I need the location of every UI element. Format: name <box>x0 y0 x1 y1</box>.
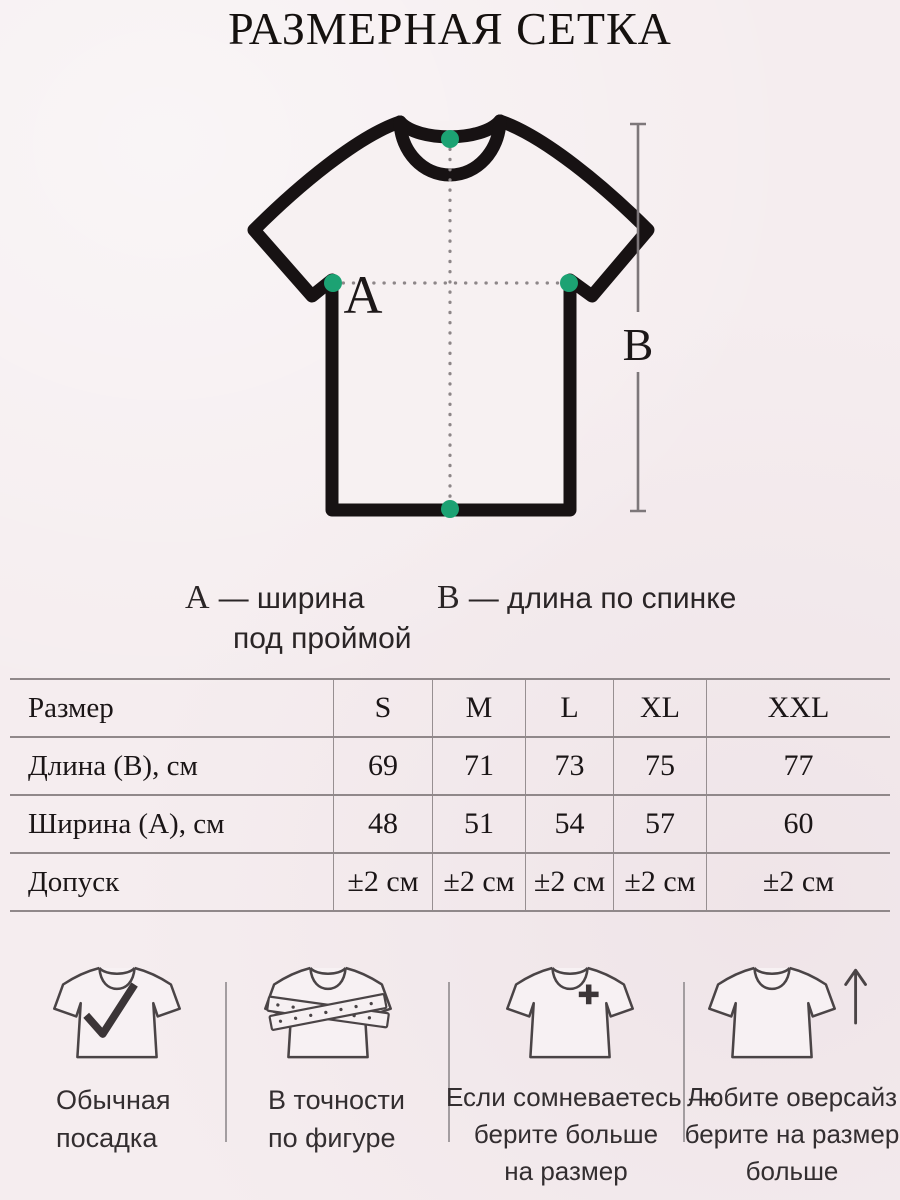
caption-line: Если сомневаетесь — <box>446 1082 715 1112</box>
page-title: РАЗМЕРНАЯ СЕТКА <box>228 3 672 54</box>
right-armpit-point <box>560 274 578 292</box>
measure-label-a: A <box>343 265 383 325</box>
size-table <box>10 678 890 912</box>
caption-line: больше <box>745 1156 839 1186</box>
row-label: Ширина (A), см <box>28 807 225 840</box>
row-label: Допуск <box>28 865 120 898</box>
fit-caption-regular <box>56 1081 171 1157</box>
size-header-m: M <box>432 680 525 736</box>
divider <box>225 982 227 1142</box>
table-cell: 71 <box>432 738 525 794</box>
table-cell: 69 <box>333 738 432 794</box>
caption-line: берите больше <box>473 1119 659 1149</box>
legend-width-line2: под проймой <box>233 622 412 655</box>
table-cell: 48 <box>333 796 432 852</box>
length-ruler-line <box>630 124 646 511</box>
table-cell: ±2 см <box>432 854 525 910</box>
table-row-length <box>10 736 890 794</box>
table-row-width <box>10 794 890 852</box>
table-cell: 57 <box>613 796 706 852</box>
legend-width-line1 <box>185 578 412 619</box>
legend-letter-a: A <box>185 579 210 616</box>
legend-width-text: — ширина <box>218 582 365 615</box>
tee-measuring-tape-icon <box>262 957 394 1067</box>
tee-plus-icon <box>504 957 636 1067</box>
size-header-l: L <box>525 680 613 736</box>
caption-line: В точности <box>268 1085 405 1115</box>
table-cell: ±2 см <box>706 854 890 910</box>
fit-caption-oversize <box>682 1079 900 1190</box>
caption-line: посадка <box>56 1123 158 1153</box>
table-cell: 77 <box>706 738 890 794</box>
table-cell: ±2 см <box>333 854 432 910</box>
table-cell: 60 <box>706 796 890 852</box>
caption-line: на размер <box>504 1156 628 1186</box>
row-label: Длина (B), см <box>28 749 198 782</box>
caption-line: Обычная <box>56 1085 171 1115</box>
table-cell: 51 <box>432 796 525 852</box>
left-armpit-point <box>324 274 342 292</box>
fit-caption-size-up <box>446 1079 715 1190</box>
size-column-header: Размер <box>28 691 114 724</box>
table-cell: 75 <box>613 738 706 794</box>
fit-caption-true-to-size <box>268 1081 405 1157</box>
caption-line: Любите оверсайз <box>686 1082 898 1112</box>
tee-check-icon <box>51 957 183 1067</box>
legend-length-text: — длина по спинке <box>468 582 737 615</box>
size-header-xxl: XXL <box>706 680 890 736</box>
caption-line: по фигуре <box>268 1123 396 1153</box>
tee-oversize-arrow-icon <box>706 957 871 1067</box>
table-cell: 54 <box>525 796 613 852</box>
table-cell: ±2 см <box>525 854 613 910</box>
legend-length <box>437 578 736 619</box>
tshirt-measurement-diagram <box>240 100 660 520</box>
up-arrow <box>846 970 866 1023</box>
caption-line: берите на размер <box>684 1119 900 1149</box>
hem-point <box>441 500 459 518</box>
size-header-xl: XL <box>613 680 706 736</box>
table-row-tolerance <box>10 852 890 912</box>
legend-width <box>185 578 412 659</box>
measure-label-b: B <box>622 319 654 370</box>
size-table-header-row <box>10 678 890 736</box>
legend-letter-b: B <box>437 579 460 616</box>
table-cell: 73 <box>525 738 613 794</box>
size-header-s: S <box>333 680 432 736</box>
table-cell: ±2 см <box>613 854 706 910</box>
collar-point <box>441 130 459 148</box>
